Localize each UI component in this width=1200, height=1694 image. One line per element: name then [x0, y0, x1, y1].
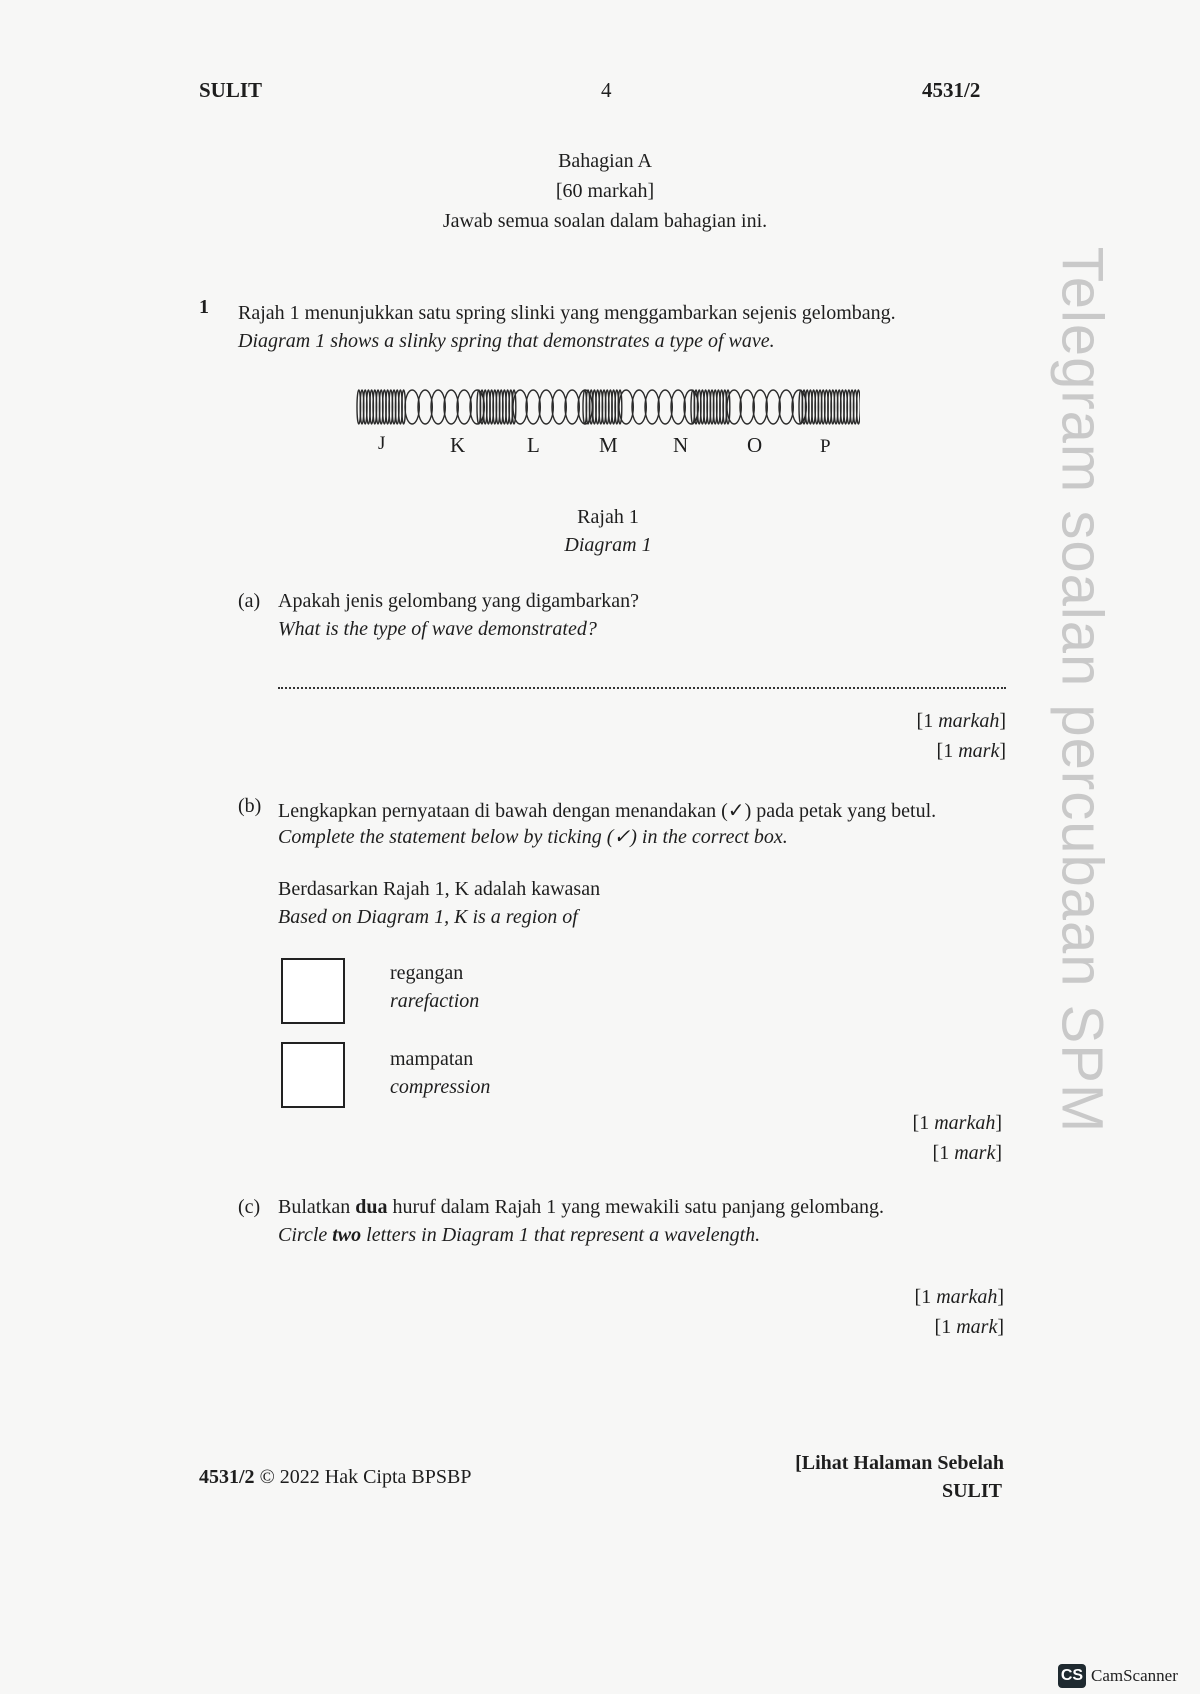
telegram-watermark: Telegram soalan percubaan SPM — [1049, 246, 1115, 1134]
answer-line-a[interactable] — [278, 687, 1006, 689]
option-compression-ms: mampatan — [390, 1048, 474, 1070]
slinky-coil-loop — [857, 390, 860, 424]
question-stem-ms: Rajah 1 menunjukkan satu spring slinki yang menggambarkan sejenis gelombang. — [238, 302, 896, 324]
part-b-prompt-ms: Berdasarkan Rajah 1, K adalah kawasan — [278, 878, 601, 900]
option-compression-en: compression — [390, 1076, 491, 1098]
header-sulit: SULIT — [199, 78, 263, 102]
slinky-coil-loop — [632, 390, 646, 424]
part-b-label: (b) — [238, 795, 262, 817]
slinky-coil-loop — [431, 390, 445, 424]
slinky-coil-loop — [418, 390, 432, 424]
letter-n: N — [673, 433, 689, 457]
part-a-mark-ms: [1 markah] — [916, 710, 1006, 732]
part-a-mark-en: [1 mark] — [936, 740, 1006, 762]
part-c-question-ms: Bulatkan dua huruf dalam Rajah 1 yang mewakili satu panjang gelombang. — [278, 1196, 885, 1218]
camscanner-label: CamScanner — [1091, 1666, 1178, 1685]
question-number: 1 — [199, 296, 209, 318]
slinky-coil-loop — [457, 390, 471, 424]
camscanner-logo-icon: CS — [1058, 1664, 1086, 1688]
letter-o: O — [747, 433, 763, 457]
slinky-coil-loop — [671, 390, 685, 424]
checkbox-rarefaction[interactable] — [281, 958, 345, 1024]
slinky-spring-image — [355, 387, 860, 427]
slinky-coil-loop — [405, 390, 419, 424]
option-rarefaction-en: rarefaction — [390, 990, 480, 1012]
part-c-question-en: Circle two letters in Diagram 1 that represent a wavelength. — [278, 1224, 761, 1246]
letter-p: P — [820, 436, 831, 457]
part-a-question-en: What is the type of wave demonstrated? — [278, 618, 597, 640]
diagram-caption-ms: Rajah 1 — [577, 506, 639, 528]
footer-sulit: SULIT — [941, 1480, 1002, 1502]
slinky-coil-loop — [645, 390, 659, 424]
section-title: Bahagian A — [558, 150, 652, 172]
footer-copyright: 4531/2 © 2022 Hak Cipta BPSBP — [199, 1466, 472, 1488]
diagram-caption-en: Diagram 1 — [564, 534, 652, 556]
question-stem-en: Diagram 1 shows a slinky spring that demonstrates a type of wave. — [238, 330, 775, 352]
letter-m: M — [599, 433, 618, 457]
slinky-coil-loop — [444, 390, 458, 424]
part-c-mark-en: [1 mark] — [934, 1316, 1004, 1338]
part-c-mark-ms: [1 markah] — [914, 1286, 1004, 1308]
part-b-instruction-ms: Lengkapkan pernyataan di bawah dengan menandakan (✓) pada petak yang betul. — [278, 800, 937, 822]
slinky-coil-loop — [658, 390, 672, 424]
slinky-coil-loop — [526, 390, 540, 424]
part-b-instruction-en: Complete the statement below by ticking (✓) in the correct box. — [278, 826, 788, 848]
part-b-mark-ms: [1 markah] — [912, 1112, 1002, 1134]
paper-code: 4531/2 — [922, 78, 981, 102]
slinky-coil-loop — [740, 390, 754, 424]
checkbox-compression[interactable] — [281, 1042, 345, 1108]
slinky-coil-loop — [766, 390, 780, 424]
slinky-coil-loop — [539, 390, 553, 424]
page-number: 4 — [601, 78, 612, 102]
part-a-label: (a) — [238, 590, 261, 612]
slinky-coil-loop — [565, 390, 579, 424]
section-instruction: Jawab semua soalan dalam bahagian ini. — [442, 210, 768, 232]
slinky-coil-loop — [552, 390, 566, 424]
part-a-question-ms: Apakah jenis gelombang yang digambarkan? — [278, 590, 639, 612]
letter-l: L — [527, 433, 540, 457]
section-marks: [60 markah] — [555, 180, 655, 202]
letter-k: K — [450, 433, 466, 457]
letter-j: J — [378, 433, 386, 454]
option-rarefaction-ms: regangan — [390, 962, 464, 984]
slinky-coil-loop — [779, 390, 793, 424]
part-b-mark-en: [1 mark] — [932, 1142, 1002, 1164]
slinky-coil-loop — [753, 390, 767, 424]
part-c-label: (c) — [238, 1196, 261, 1218]
footer-next-page: [Lihat Halaman Sebelah — [795, 1452, 1004, 1474]
part-b-prompt-en: Based on Diagram 1, K is a region of — [278, 906, 578, 928]
